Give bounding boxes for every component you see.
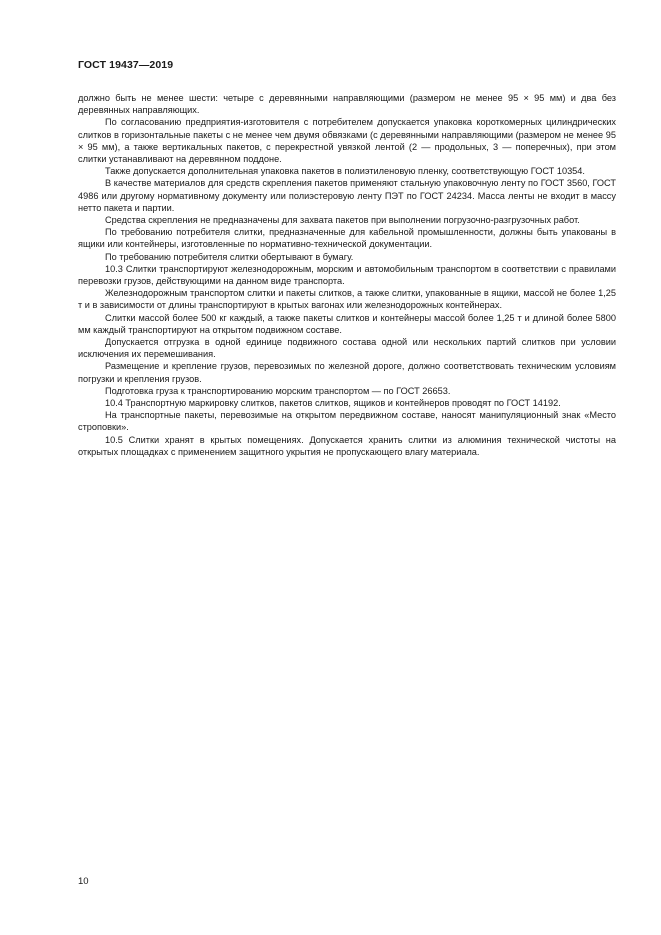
paragraph: Размещение и крепление грузов, перевозимых по железной дороге, должно соответствовать техническим условиям погрузки и крепления грузов. xyxy=(78,361,616,384)
paragraph: По требованию потребителя слитки, предназначенные для кабельной промышленности, должны быть упакованы в ящики или контейнеры, изготовленные по нормативно-технической документации. xyxy=(78,227,616,250)
paragraph: Слитки массой более 500 кг каждый, а также пакеты слитков и контейнеры массой более 1,25 т и длиной более 5800 мм каждый транспортируют на открытом подвижном составе. xyxy=(78,312,616,335)
section-10-3-paragraph: 10.3 Слитки транспортируют железнодорожным, морским и автомобильным транспортом в соответствии с правилами перевозки грузов, действующими на данном виде транспорта. xyxy=(78,263,616,287)
paragraph: По требованию потребителя слитки обертывают в бумагу. xyxy=(105,251,354,262)
paragraph: Подготовка груза к транспортированию морским транспортом — по ГОСТ 26653. xyxy=(105,385,451,396)
paragraph: Железнодорожным транспортом слитки и пакеты слитков, а также слитки, упакованные в ящики, массой не более 1,25 т и в зависимости от длины транспортируют в крытых вагонах или железнодорожных контейнерах. xyxy=(78,288,616,311)
paragraph: По согласованию предприятия-изготовителя с потребителем допускается упаковка короткомерных цилиндрических слитков в горизонтальные пакеты с не менее чем двумя обвязками (с деревянными направляющими (размером не менее 95 × 95 мм), а также вертикальных пакетов, с перекрестной увязкой лентой (2 — продольных, 3 — поперечных), при этом слитки устанавливают на деревянном поддоне. xyxy=(78,117,616,165)
paragraph: В качестве материалов для средств скрепления пакетов применяют стальную упаковочную ленту по ГОСТ 3560, ГОСТ 4986 или другому нормативному документу или полиэстеровую ленту ПЭТ по ГОСТ 24234. Масса ленты не входит в массу нетто пакета и партии. xyxy=(78,178,616,213)
paragraph-continued: должно быть не менее шести: четыре с деревянными направляющими (размером не менее 95 × 95 мм) и два без деревянных направляющих. xyxy=(78,93,616,116)
paragraph: Также допускается дополнительная упаковка пакетов в полиэтиленовую пленку, соответствующую ГОСТ 10354. xyxy=(105,166,585,177)
paragraph: Средства скрепления не предназначены для захвата пакетов при выполнении погрузочно-разгрузочных работ. xyxy=(105,215,580,226)
page-number: 10 xyxy=(78,876,89,887)
section-10-5-paragraph: 10.5 Слитки хранят в крытых помещениях. Допускается хранить слитки из алюминия технической чистоты на открытых площадках с применением защитного укрытия не пропускающего влагу материала. xyxy=(78,434,616,457)
paragraph: На транспортные пакеты, перевозимые на открытом передвижном составе, наносят манипуляционный знак «Место строповки». xyxy=(78,410,616,433)
page-header-standard-code: ГОСТ 19437—2019 xyxy=(78,59,174,71)
document-body xyxy=(78,92,616,458)
section-10-4-paragraph: 10.4 Транспортную маркировку слитков, пакетов слитков, ящиков и контейнеров проводят по ГОСТ 14192. xyxy=(105,398,561,409)
paragraph: Допускается отгрузка в одной единице подвижного состава одной или нескольких партий слитков при условии исключения их перемешивания. xyxy=(78,337,616,360)
